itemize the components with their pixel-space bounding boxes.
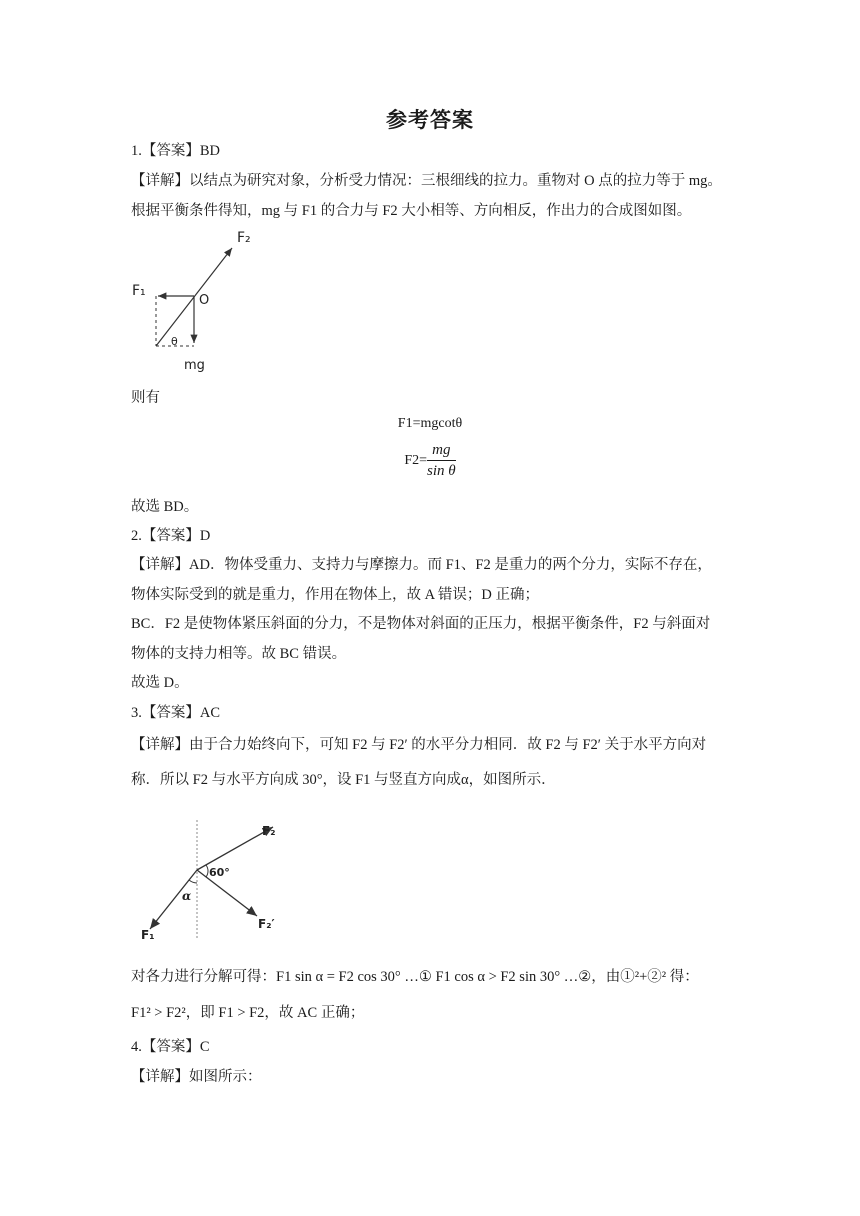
q1-detail-2: 根据平衡条件得知，mg 与 F1 的合力与 F2 大小相等、方向相反，作出力的合成图如图。 bbox=[131, 203, 692, 219]
q3-detail-3: 对各力进行分解可得：F1 sin α = F2 cos 30° …① F1 cos α > F2 sin 30° …②，由①²+②² 得： bbox=[131, 969, 699, 985]
q1-ze-you: 则有 bbox=[131, 390, 160, 406]
q3-answer: 3.【答案】AC bbox=[131, 705, 221, 721]
q4-detail-1: 【详解】如图所示： bbox=[131, 1069, 262, 1085]
q3-f1-label: F₁ bbox=[141, 928, 155, 942]
q1-force-diagram bbox=[125, 222, 265, 374]
q3-detail-4: F1² > F2²，即 F1 > F2，故 AC 正确； bbox=[131, 1005, 365, 1021]
q2-detail-1: 【详解】AD．物体受重力、支持力与摩擦力。而 F1、F2 是重力的两个分力，实际不存在， bbox=[131, 557, 712, 573]
q4-answer: 4.【答案】C bbox=[131, 1039, 210, 1055]
q1-detail-1: 【详解】以结点为研究对象，分析受力情况：三根细线的拉力。重物对 O 点的拉力等于 mg。 bbox=[131, 173, 722, 189]
q3-detail-2: 称．所以 F2 与水平方向成 30°，设 F1 与竖直方向成α，如图所示． bbox=[131, 772, 556, 788]
q1-theta-label: θ bbox=[171, 335, 178, 348]
page-title: 参考答案 bbox=[386, 108, 474, 132]
q1-f2-label: F₂ bbox=[237, 230, 251, 246]
q2-conclusion: 故选 D。 bbox=[131, 675, 189, 691]
q2-detail-4: 物体的支持力相等。故 BC 错误。 bbox=[131, 646, 347, 662]
q1-formula-1: F1=mgcotθ bbox=[397, 416, 463, 431]
q1-formula-2-num: mg bbox=[427, 442, 456, 461]
q1-formula-2-lhs: F2= bbox=[404, 453, 428, 468]
q3-force-diagram bbox=[136, 815, 286, 947]
q1-mg-label: mg bbox=[184, 358, 205, 373]
q1-o-label: O bbox=[199, 293, 210, 308]
q3-f2p-label: F₂′ bbox=[258, 917, 275, 931]
q3-angle-label: 60° bbox=[209, 866, 230, 879]
q2-answer: 2.【答案】D bbox=[131, 528, 211, 544]
q1-answer: 1.【答案】BD bbox=[131, 143, 221, 159]
q1-formula-2-fraction bbox=[427, 442, 456, 480]
q3-alpha-label: α bbox=[182, 889, 192, 903]
q3-detail-1: 【详解】由于合力始终向下，可知 F2 与 F2′ 的水平分力相同．故 F2 与 F2′ 关于水平方向对 bbox=[131, 737, 707, 753]
q3-f2-label: F₂ bbox=[262, 824, 276, 838]
q2-detail-3: BC．F2 是使物体紧压斜面的分力，不是物体对斜面的正压力，根据平衡条件，F2 与斜面对 bbox=[131, 616, 711, 632]
q1-formula-2-den: sin θ bbox=[427, 463, 456, 479]
q2-detail-2: 物体实际受到的就是重力，作用在物体上，故 A 错误；D 正确； bbox=[131, 587, 540, 603]
q1-formula-2 bbox=[0, 442, 860, 480]
q1-f1-label: F₁ bbox=[132, 283, 146, 299]
q1-conclusion: 故选 BD。 bbox=[131, 499, 199, 515]
